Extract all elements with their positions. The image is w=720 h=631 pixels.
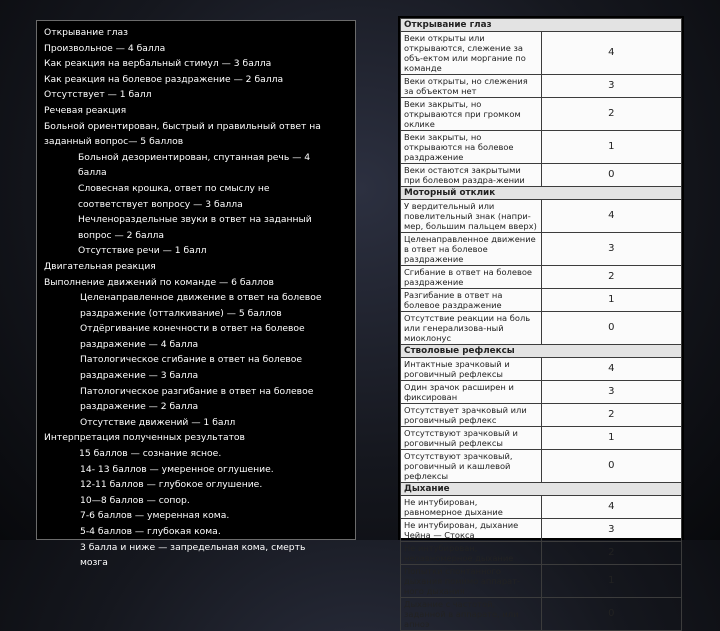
table-row [401,32,682,75]
table-row [401,496,682,519]
text-line: Целенаправленное движение в ответ на болевое [80,292,322,304]
criterion-cell: Отсутствует зрачковый или роговичный рефлекс [401,404,542,427]
score-cell: 4 [541,32,682,75]
score-cell: 1 [541,289,682,312]
score-cell: 3 [541,381,682,404]
text-line: вопрос — 2 балла [78,229,165,241]
score-cell: 2 [541,404,682,427]
section-title: Открывание глаз [401,19,682,32]
table-section-header [401,483,682,496]
score-cell: 0 [541,598,682,631]
table-row [401,312,682,345]
text-line: Отсутствие речи — 1 балл [78,245,207,257]
text-line: заданный вопрос— 5 баллов [44,136,184,148]
score-cell: 1 [541,131,682,164]
text-line: раздражение — 3 балла [80,370,199,382]
criterion-cell: Веки остаются закрытыми при болевом раздра-жении [401,164,542,187]
table-row [401,450,682,483]
criterion-cell: Попытки спонтанного дыхания помимо аппарат-ного дыхания [401,565,542,598]
text-line: Больной ориентирован, быстрый и правильный ответ на [44,120,321,132]
criterion-cell: Целенаправленное движение в ответ на болевое раздражение [401,233,542,266]
table-row [401,266,682,289]
text-line: Интерпретация полученных результатов [44,432,245,444]
score-cell: 2 [541,98,682,131]
text-line: 12-11 баллов — глубокое оглушение. [80,479,263,491]
criterion-cell: Не интубирован, неравномерное дыхание [401,542,542,565]
scale-description-panel [36,20,356,569]
criterion-cell: Не интубирован, равномерное дыхание [401,496,542,519]
text-line: 5-4 баллов — глубокая кома. [80,526,221,537]
text-line: Как реакция на вербальный стимул — 3 балла [44,58,272,70]
text-line: Выполнение движений по команде — 6 баллов [44,276,274,288]
score-cell: 3 [541,519,682,542]
score-cell: 3 [541,75,682,98]
text-line: Речевая реакция [44,104,127,116]
table-row [401,598,682,631]
text-line: Патологическое сгибание в ответ на болевое [80,354,303,366]
score-cell: 1 [541,427,682,450]
text-line: 7-6 баллов — умеренная кома. [80,510,230,522]
text-line: 14- 13 баллов — умеренное оглушение. [80,463,274,475]
text-line: 15 баллов — сознание ясное. [79,448,222,460]
text-line: соответствует вопросу — 3 балла [78,198,243,210]
text-line: Отдёргивание конечности в ответ на болевое [80,323,305,335]
section-title: Дыхание [401,483,682,496]
text-line: 10—8 баллов — сопор. [80,494,190,506]
text-line: раздражение — 2 балла [80,401,199,413]
score-cell: 0 [541,450,682,483]
text-line: Открывание глаз [44,27,129,38]
criterion-cell: Отсутствие реакции на боль или генерализова-ный миоклонус [401,312,542,345]
section-title: Стволовые рефлексы [401,345,682,358]
text-line: балла [78,167,107,179]
criterion-cell: Один зрачок расширен и фиксирован [401,381,542,404]
text-line: Отсутствие движений — 1 балл [80,416,236,428]
criterion-cell: У вердительный или повелительный знак (напри-мер, большим пальцем вверх) [401,200,542,233]
score-cell: 2 [541,266,682,289]
text-line: Нечленораздельные звуки в ответ на заданный [78,214,312,226]
criterion-cell: Дыхание с частотой, заданной в аппарате, или апноэ [401,598,542,631]
text-line: Больной дезориентирован, спутанная речь — 4 [78,151,311,163]
table-row [401,233,682,266]
text-line: Патологическое разгибание в ответ на болевое [80,385,314,397]
table-row [401,542,682,565]
text-line: 3 балла и ниже — запредельная кома, смерть [80,541,306,553]
criterion-cell: Отсутствуют зрачковый и роговичный рефлексы [401,427,542,450]
scale-table-image [398,16,684,629]
table-row [401,98,682,131]
score-cell: 4 [541,200,682,233]
score-cell: 3 [541,233,682,266]
score-cell: 0 [541,164,682,187]
text-line: раздражение — 4 балла [80,338,199,350]
table-row [401,565,682,598]
table-row [401,381,682,404]
criterion-cell: Веки закрыты, но открываются при громком оклике [401,98,542,131]
table-row [401,427,682,450]
table-row [401,358,682,381]
section-title: Моторный отклик [401,187,682,200]
score-cell: 4 [541,358,682,381]
criterion-cell: Разгибание в ответ на болевое раздражение [401,289,542,312]
table-row [401,289,682,312]
text-line: Двигательная реакция [44,260,156,272]
criterion-cell: Веки закрыты, но открываются на болевое раздражение [401,131,542,164]
table-row [401,164,682,187]
criterion-cell: Интактные зрачковый и роговичный рефлексы [401,358,542,381]
table-row [401,131,682,164]
table-row [401,519,682,542]
table-section-header [401,19,682,32]
text-line: Словесная крошка, ответ по смыслу не [78,182,270,194]
text-line: Как реакция на болевое раздражение — 2 балла [44,73,284,85]
text-line: Произвольное — 4 балла [44,42,166,54]
criterion-cell: Веки открыты, но слежения за объектом нет [401,75,542,98]
table-row [401,75,682,98]
table-row [401,200,682,233]
score-cell: 2 [541,542,682,565]
score-cell: 1 [541,565,682,598]
criterion-cell: Веки открыты или открываются, слежение за объ-ектом или моргание по команде [401,32,542,75]
table-row [401,404,682,427]
score-cell: 0 [541,312,682,345]
table-section-header [401,187,682,200]
criterion-cell: Не интубирован, дыхание Чейна — Стокса [401,519,542,542]
text-line: мозга [80,557,108,569]
score-cell: 4 [541,496,682,519]
criterion-cell: Отсутствуют зрачковый, роговичный и кашлевой рефлексы [401,450,542,483]
text-line: Отсутствует — 1 балл [44,89,152,101]
criterion-cell: Сгибание в ответ на болевое раздражение [401,266,542,289]
text-line: раздражение (отталкивание) — 5 баллов [80,307,282,319]
four-score-table [400,18,682,631]
table-section-header [401,345,682,358]
